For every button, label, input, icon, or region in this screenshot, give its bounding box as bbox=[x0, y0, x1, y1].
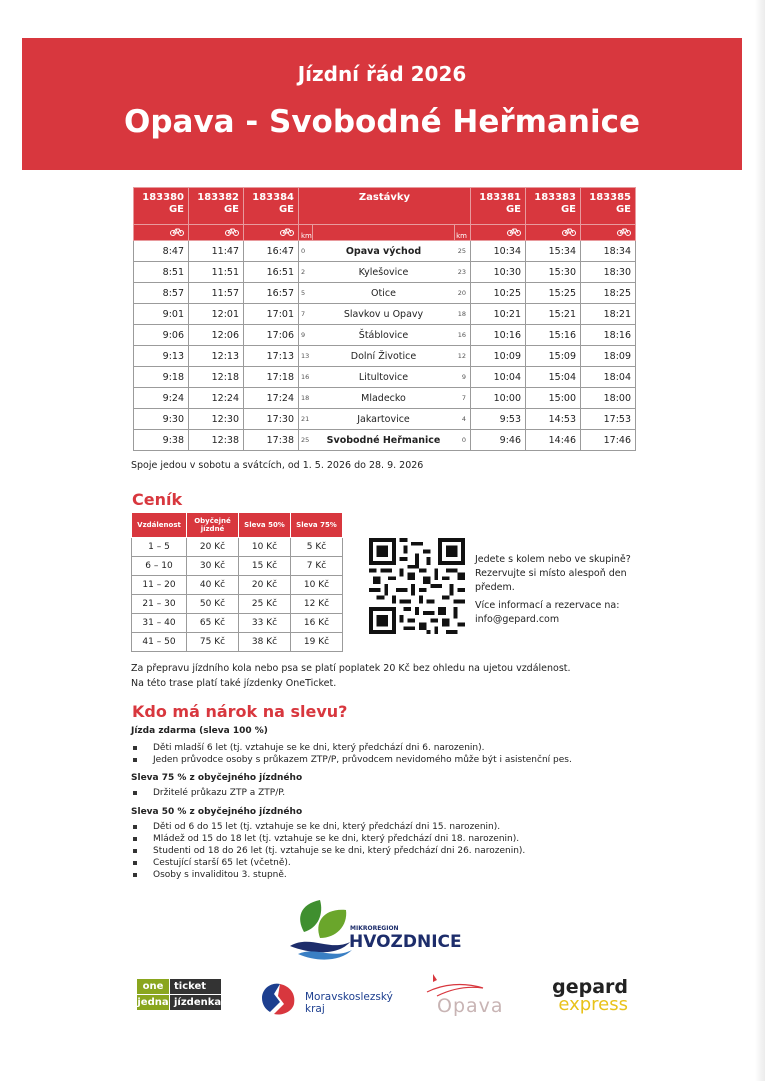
price-cell: 38 Kč bbox=[239, 633, 291, 652]
time-cell: 18:25 bbox=[581, 283, 636, 304]
table-row bbox=[134, 241, 636, 262]
km-cell: 13 bbox=[299, 346, 313, 367]
price-cell: 33 Kč bbox=[239, 614, 291, 633]
bicycle-icon bbox=[581, 225, 636, 241]
banner-title: Opava - Svobodné Heřmanice bbox=[123, 104, 640, 140]
time-cell: 8:47 bbox=[134, 241, 189, 262]
oneticket-one: one bbox=[137, 979, 169, 994]
list-item: Cestující starší 65 let (včetně). bbox=[131, 857, 525, 869]
gepard-name: gepard bbox=[552, 976, 628, 998]
km-cell: 7 bbox=[299, 304, 313, 325]
service-note: Spoje jedou v sobotu a svátcích, od 1. 5. 2026 do 28. 9. 2026 bbox=[131, 460, 424, 471]
stop-name: Svobodné Heřmanice bbox=[313, 430, 455, 451]
price-cell: 75 Kč bbox=[187, 633, 239, 652]
time-cell: 15:25 bbox=[526, 283, 581, 304]
stop-name: Mladecko bbox=[313, 388, 455, 409]
time-cell: 15:34 bbox=[526, 241, 581, 262]
price-cell: 11 – 20 bbox=[132, 576, 187, 595]
time-cell: 10:25 bbox=[471, 283, 526, 304]
table-row bbox=[134, 346, 636, 367]
km-cell: 23 bbox=[455, 262, 471, 283]
opava-logo-text: Opava bbox=[437, 995, 504, 1017]
time-cell: 15:00 bbox=[526, 388, 581, 409]
time-cell: 9:24 bbox=[134, 388, 189, 409]
list-item: Držitelé průkazu ZTP a ZTP/P. bbox=[131, 787, 285, 799]
page-edge bbox=[755, 0, 765, 1081]
time-cell: 17:06 bbox=[244, 325, 299, 346]
price-cell: 12 Kč bbox=[291, 595, 343, 614]
gepard-logo bbox=[552, 978, 628, 1014]
time-cell: 11:47 bbox=[189, 241, 244, 262]
km-cell: 21 bbox=[299, 409, 313, 430]
stop-name: Otice bbox=[313, 283, 455, 304]
stop-name: Štáblovice bbox=[313, 325, 455, 346]
stop-name: Opava východ bbox=[313, 241, 455, 262]
oneticket-jedna: jedna bbox=[137, 997, 169, 1008]
reservation-info bbox=[475, 553, 645, 627]
bicycle-icon bbox=[244, 225, 299, 241]
price-cell: 6 – 10 bbox=[132, 557, 187, 576]
fee-line: Za přepravu jízdního kola nebo psa se platí poplatek 20 Kč bez ohledu na ujetou vzdálenost. bbox=[131, 663, 571, 674]
time-cell: 18:00 bbox=[581, 388, 636, 409]
time-cell: 12:30 bbox=[189, 409, 244, 430]
time-cell: 10:34 bbox=[471, 241, 526, 262]
bicycle-icon bbox=[471, 225, 526, 241]
table-row bbox=[134, 262, 636, 283]
fee-line: Na této trase platí také jízdenky OneTicket. bbox=[131, 678, 337, 689]
time-cell: 17:53 bbox=[581, 409, 636, 430]
time-cell: 12:38 bbox=[189, 430, 244, 451]
price-cell: 65 Kč bbox=[187, 614, 239, 633]
price-header: Sleva 75% bbox=[291, 513, 343, 538]
bicycle-icon bbox=[189, 225, 244, 241]
time-cell: 18:04 bbox=[581, 367, 636, 388]
table-row bbox=[132, 633, 343, 652]
fee-info bbox=[131, 661, 571, 691]
time-cell: 9:53 bbox=[471, 409, 526, 430]
price-cell: 19 Kč bbox=[291, 633, 343, 652]
time-cell: 12:06 bbox=[189, 325, 244, 346]
table-row bbox=[132, 557, 343, 576]
time-cell: 9:06 bbox=[134, 325, 189, 346]
gepard-express: express bbox=[558, 994, 628, 1015]
time-cell: 18:34 bbox=[581, 241, 636, 262]
train-number: 183382 GE bbox=[189, 188, 244, 225]
time-cell: 10:04 bbox=[471, 367, 526, 388]
table-row bbox=[134, 325, 636, 346]
train-number: 183384 GE bbox=[244, 188, 299, 225]
qr-code bbox=[369, 538, 465, 634]
price-cell: 16 Kč bbox=[291, 614, 343, 633]
km-label: km bbox=[455, 225, 471, 241]
time-cell: 10:00 bbox=[471, 388, 526, 409]
bicycle-icon bbox=[134, 225, 189, 241]
time-cell: 17:46 bbox=[581, 430, 636, 451]
free-list bbox=[131, 742, 572, 766]
oneticket-ticket: ticket bbox=[170, 979, 221, 994]
reservation-contact: Více informací a rezervace na: info@gepard.com bbox=[475, 600, 620, 625]
km-cell: 18 bbox=[299, 388, 313, 409]
km-cell: 9 bbox=[455, 367, 471, 388]
oneticket-logo bbox=[137, 979, 221, 1011]
msk-name: Moravskoslezský bbox=[305, 991, 393, 1003]
train-number: 183385 GE bbox=[581, 188, 636, 225]
price-cell: 41 – 50 bbox=[132, 633, 187, 652]
table-row bbox=[132, 595, 343, 614]
stop-name: Slavkov u Opavy bbox=[313, 304, 455, 325]
price-cell: 5 Kč bbox=[291, 538, 343, 557]
table-row bbox=[132, 538, 343, 557]
timetable-header bbox=[134, 188, 636, 225]
bicycle-icon bbox=[526, 225, 581, 241]
time-cell: 14:46 bbox=[526, 430, 581, 451]
time-cell: 15:04 bbox=[526, 367, 581, 388]
km-cell: 2 bbox=[299, 262, 313, 283]
time-cell: 9:18 bbox=[134, 367, 189, 388]
price-header: Vzdálenost bbox=[132, 513, 187, 538]
list-item: Děti od 6 do 15 let (tj. vztahuje se ke dni, který předchází dni 15. narozenin). bbox=[131, 821, 525, 833]
time-cell: 10:09 bbox=[471, 346, 526, 367]
km-cell: 20 bbox=[455, 283, 471, 304]
price-cell: 1 – 5 bbox=[132, 538, 187, 557]
km-cell: 0 bbox=[299, 241, 313, 262]
price-cell: 10 Kč bbox=[291, 576, 343, 595]
d50-title: Sleva 50 % z obyčejného jízdného bbox=[131, 807, 303, 817]
km-cell: 25 bbox=[299, 430, 313, 451]
time-cell: 8:51 bbox=[134, 262, 189, 283]
table-row bbox=[132, 576, 343, 595]
price-cell: 25 Kč bbox=[239, 595, 291, 614]
time-cell: 17:13 bbox=[244, 346, 299, 367]
km-cell: 4 bbox=[455, 409, 471, 430]
time-cell: 11:57 bbox=[189, 283, 244, 304]
time-cell: 9:13 bbox=[134, 346, 189, 367]
table-row bbox=[132, 614, 343, 633]
pricing-title: Ceník bbox=[132, 490, 183, 509]
price-cell: 20 Kč bbox=[187, 538, 239, 557]
price-cell: 10 Kč bbox=[239, 538, 291, 557]
time-cell: 16:47 bbox=[244, 241, 299, 262]
hvozdnice-label: MIKROREGION bbox=[350, 925, 399, 932]
time-cell: 12:24 bbox=[189, 388, 244, 409]
msk-kraj: kraj bbox=[305, 1003, 325, 1015]
stop-name: Dolní Životice bbox=[313, 346, 455, 367]
time-cell: 15:09 bbox=[526, 346, 581, 367]
list-item: Mládež od 15 do 18 let (tj. vztahuje se ke dni, který předchází dni 18. narozenin). bbox=[131, 833, 525, 845]
train-number: 183380 GE bbox=[134, 188, 189, 225]
reservation-text: Jedete s kolem nebo ve skupině? Rezervujte si místo alespoň den předem. bbox=[475, 554, 631, 593]
list-item: Jeden průvodce osoby s průkazem ZTP/P, průvodcem nevidomého může být i asistenční pes. bbox=[131, 754, 572, 766]
price-header: Obyčejné jízdné bbox=[187, 513, 239, 538]
time-cell: 11:51 bbox=[189, 262, 244, 283]
km-cell: 9 bbox=[299, 325, 313, 346]
time-cell: 17:24 bbox=[244, 388, 299, 409]
time-cell: 10:30 bbox=[471, 262, 526, 283]
train-number: 183381 GE bbox=[471, 188, 526, 225]
d50-list bbox=[131, 821, 525, 881]
price-cell: 21 – 30 bbox=[132, 595, 187, 614]
time-cell: 8:57 bbox=[134, 283, 189, 304]
price-cell: 7 Kč bbox=[291, 557, 343, 576]
d75-title: Sleva 75 % z obyčejného jízdného bbox=[131, 773, 303, 783]
banner-subtitle: Jízdní řád 2026 bbox=[297, 62, 467, 86]
km-cell: 16 bbox=[455, 325, 471, 346]
time-cell: 10:21 bbox=[471, 304, 526, 325]
table-row bbox=[134, 430, 636, 451]
time-cell: 17:30 bbox=[244, 409, 299, 430]
km-cell: 25 bbox=[455, 241, 471, 262]
table-row bbox=[134, 367, 636, 388]
time-cell: 18:16 bbox=[581, 325, 636, 346]
price-cell: 31 – 40 bbox=[132, 614, 187, 633]
km-cell: 18 bbox=[455, 304, 471, 325]
time-cell: 18:09 bbox=[581, 346, 636, 367]
time-cell: 9:46 bbox=[471, 430, 526, 451]
msk-logo-text bbox=[305, 991, 393, 1015]
list-item: Studenti od 18 do 26 let (tj. vztahuje se ke dni, který předchází dni 26. narozenin). bbox=[131, 845, 525, 857]
free-title: Jízda zdarma (sleva 100 %) bbox=[131, 726, 268, 736]
time-cell: 12:18 bbox=[189, 367, 244, 388]
header-banner bbox=[22, 38, 742, 170]
price-cell: 15 Kč bbox=[239, 557, 291, 576]
time-cell: 15:30 bbox=[526, 262, 581, 283]
time-cell: 17:18 bbox=[244, 367, 299, 388]
discounts-title: Kdo má nárok na slevu? bbox=[132, 702, 348, 721]
time-cell: 14:53 bbox=[526, 409, 581, 430]
stops-header: Zastávky bbox=[299, 188, 471, 225]
price-cell: 40 Kč bbox=[187, 576, 239, 595]
km-cell: 0 bbox=[455, 430, 471, 451]
stop-name: Litultovice bbox=[313, 367, 455, 388]
table-row bbox=[134, 283, 636, 304]
stop-name: Kylešovice bbox=[313, 262, 455, 283]
price-header: Sleva 50% bbox=[239, 513, 291, 538]
km-cell: 12 bbox=[455, 346, 471, 367]
stops-spacer bbox=[313, 225, 455, 241]
table-row bbox=[134, 304, 636, 325]
price-cell: 20 Kč bbox=[239, 576, 291, 595]
time-cell: 16:57 bbox=[244, 283, 299, 304]
time-cell: 18:21 bbox=[581, 304, 636, 325]
time-cell: 15:16 bbox=[526, 325, 581, 346]
hvozdnice-name: HVOZDNICE bbox=[349, 932, 462, 952]
time-cell: 10:16 bbox=[471, 325, 526, 346]
time-cell: 9:38 bbox=[134, 430, 189, 451]
time-cell: 18:30 bbox=[581, 262, 636, 283]
time-cell: 12:13 bbox=[189, 346, 244, 367]
stop-name: Jakartovice bbox=[313, 409, 455, 430]
time-cell: 9:30 bbox=[134, 409, 189, 430]
oneticket-jizdenka: jízdenka bbox=[170, 995, 221, 1010]
train-number: 183383 GE bbox=[526, 188, 581, 225]
time-cell: 16:51 bbox=[244, 262, 299, 283]
time-cell: 17:38 bbox=[244, 430, 299, 451]
km-cell: 7 bbox=[455, 388, 471, 409]
time-cell: 12:01 bbox=[189, 304, 244, 325]
km-cell: 16 bbox=[299, 367, 313, 388]
price-cell: 50 Kč bbox=[187, 595, 239, 614]
km-cell: 5 bbox=[299, 283, 313, 304]
d75-list bbox=[131, 787, 285, 799]
table-row bbox=[134, 409, 636, 430]
price-cell: 30 Kč bbox=[187, 557, 239, 576]
msk-logo-icon bbox=[258, 978, 298, 1018]
list-item: Děti mladší 6 let (tj. vztahuje se ke dni, který předchází dni 6. narozenin). bbox=[131, 742, 572, 754]
time-cell: 15:21 bbox=[526, 304, 581, 325]
list-item: Osoby s invaliditou 3. stupně. bbox=[131, 869, 525, 881]
time-cell: 9:01 bbox=[134, 304, 189, 325]
table-row bbox=[134, 388, 636, 409]
price-table bbox=[131, 512, 343, 652]
km-label: km bbox=[299, 225, 313, 241]
timetable bbox=[133, 187, 636, 451]
time-cell: 17:01 bbox=[244, 304, 299, 325]
bike-row bbox=[134, 225, 636, 241]
